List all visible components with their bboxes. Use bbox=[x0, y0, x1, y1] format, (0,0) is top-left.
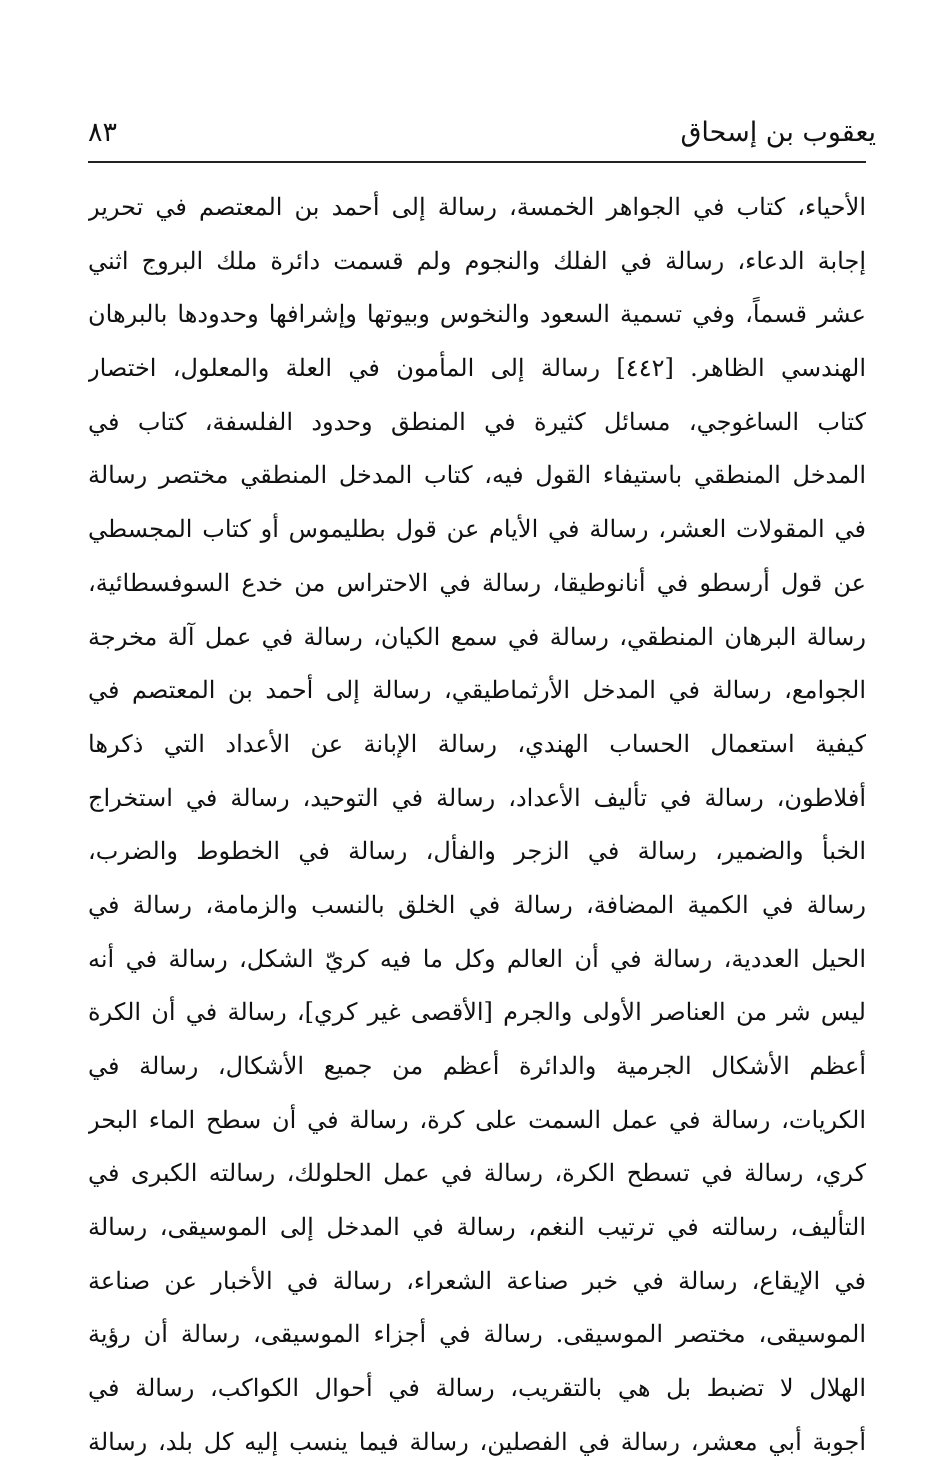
page-number: ٨٣ bbox=[88, 117, 118, 148]
running-header bbox=[88, 113, 876, 153]
text-line: في المقولات العشر، رسالة في الأيام عن قول بطليموس أو كتاب المجسطي bbox=[88, 515, 866, 544]
text-line: ليس شر من العناصر الأولى والجرم [الأقصى غير كري]، رسالة في أن الكرة bbox=[88, 998, 866, 1027]
text-line: عشر قسماً، وفي تسمية السعود والنخوس وبيوتها وإشرافها وحدودها بالبرهان bbox=[88, 300, 866, 329]
text-line: كتاب الساغوجي، مسائل كثيرة في المنطق وحدود الفلسفة، كتاب في bbox=[88, 407, 866, 436]
text-line: المدخل المنطقي باستيفاء القول فيه، كتاب المدخل المنطقي مختصر رسالة bbox=[88, 461, 866, 490]
text-line: الهندسي الظاهر. [٤٤٢] رسالة إلى المأمون في العلة والمعلول، اختصار bbox=[88, 354, 866, 383]
body-text bbox=[88, 181, 866, 1470]
text-line: كري، رسالة في تسطح الكرة، رسالة في عمل الحلولك، رسالته الكبرى في bbox=[88, 1159, 866, 1188]
header-divider bbox=[88, 161, 866, 163]
text-line: في الإيقاع، رسالة في خبر صناعة الشعراء، رسالة في الأخبار عن صناعة bbox=[88, 1266, 866, 1295]
text-line: الجوامع، رسالة في المدخل الأرثماطيقي، رسالة إلى أحمد بن المعتصم في bbox=[88, 676, 866, 705]
text-line: رسالة البرهان المنطقي، رسالة في سمع الكيان، رسالة في عمل آلة مخرجة bbox=[88, 622, 866, 651]
text-line: كيفية استعمال الحساب الهندي، رسالة الإبانة عن الأعداد التي ذكرها bbox=[88, 729, 866, 758]
text-line: الكريات، رسالة في عمل السمت على كرة، رسالة في أن سطح الماء البحر bbox=[88, 1105, 866, 1134]
text-line: إجابة الدعاء، رسالة في الفلك والنجوم ولم قسمت دائرة ملك البروج اثني bbox=[88, 246, 866, 275]
text-line: أعظم الأشكال الجرمية والدائرة أعظم من جميع الأشكال، رسالة في bbox=[88, 1052, 866, 1080]
text-line: أجوبة أبي معشر، رسالة في الفصلين، رسالة فيما ينسب إليه كل بلد، رسالة bbox=[88, 1427, 866, 1456]
text-line: الخبأ والضمير، رسالة في الزجر والفأل، رسالة في الخطوط والضرب، bbox=[88, 837, 866, 866]
text-line: الحيل العددية، رسالة في أن العالم وكل ما فيه كريّ الشكل، رسالة في أنه bbox=[88, 944, 866, 973]
text-line: الموسيقى، مختصر الموسيقى. رسالة في أجزاء الموسيقى، رسالة أن رؤية bbox=[88, 1320, 866, 1349]
text-line: التأليف، رسالته في ترتيب النغم، رسالة في المدخل إلى الموسيقى، رسالة bbox=[88, 1213, 866, 1242]
text-line: الأحياء، كتاب في الجواهر الخمسة، رسالة إلى أحمد بن المعتصم في تحرير bbox=[88, 193, 866, 221]
text-line: عن قول أرسطو في أنانوطيقا، رسالة في الاحتراس من خدع السوفسطائية، bbox=[88, 568, 866, 597]
running-title: يعقوب بن إسحاق bbox=[680, 117, 876, 148]
text-line: الهلال لا تضبط بل هي بالتقريب، رسالة في أحوال الكواكب، رسالة في bbox=[88, 1374, 866, 1403]
text-line: أفلاطون، رسالة في تأليف الأعداد، رسالة في التوحيد، رسالة في استخراج bbox=[88, 783, 866, 812]
text-line: رسالة في الكمية المضافة، رسالة في الخلق بالنسب والزمامة، رسالة في bbox=[88, 890, 866, 919]
